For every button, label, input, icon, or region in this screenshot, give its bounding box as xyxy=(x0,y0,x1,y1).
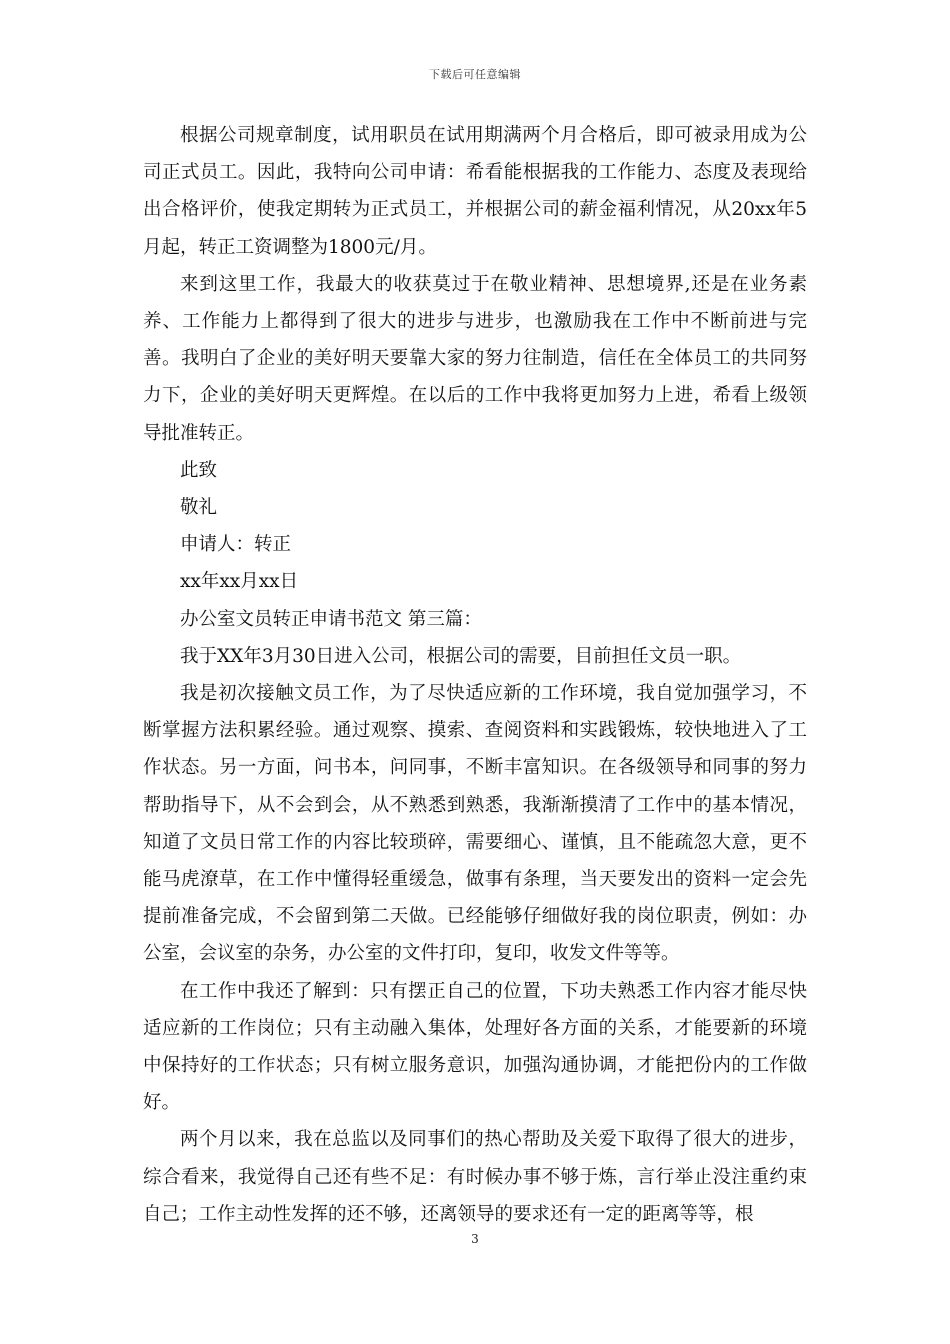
page-header: 下载后可任意编辑 xyxy=(429,68,521,81)
page-number: 3 xyxy=(471,1232,479,1246)
paragraph-joined: 我于XX年3月30日进入公司，根据公司的需要，目前担任文员一职。 xyxy=(180,645,742,667)
applicant-signature: 申请人：转正 xyxy=(180,534,292,556)
date-line: xx年xx月xx日 xyxy=(180,571,299,593)
paragraph-gains: 来到这里工作，我最大的收获莫过于在敬业精神、思想境界,还是在业务素养、工作能力上都得到了很大的进步与进步，也激励我在工作中不断前进与完善。我明白了企业的美好明天要靠大家的努力往制造，信任在全体员工的共同努力下，企业的美好明天更辉煌。在以后的工作中我将更加努力上进，希看上级领导批准转正。 xyxy=(143,273,807,444)
closing-salutation: 此致 xyxy=(180,459,218,481)
section-title: 办公室文员转正申请书范文 第三篇： xyxy=(180,608,482,630)
paragraph-understanding: 在工作中我还了解到：只有摆正自己的位置，下功夫熟悉工作内容才能尽快适应新的工作岗位；只有主动融入集体，处理好各方面的关系，才能要新的环境中保持好的工作状态；只有树立服务意识，加强沟通协调，才能把份内的工作做好。 xyxy=(143,980,807,1114)
paragraph-learning: 我是初次接触文员工作，为了尽快适应新的工作环境，我自觉加强学习，不断掌握方法积累经验。通过观察、摸索、查阅资料和实践锻炼，较快地进入了工作状态。另一方面，问书本，问同事，不断丰富知识。在各级领导和同事的努力帮助指导下，从不会到会，从不熟悉到熟悉，我渐渐摸清了工作中的基本情况，知道了文员日常工作的内容比较琐碎，需要细心、谨慎，且不能疏忽大意，更不能马虎潦草，在工作中懂得轻重缓急，做事有条理，当天要发出的资料一定会先提前准备完成，不会留到第二天做。已经能够仔细做好我的岗位职责，例如：办公室，会议室的杂务，办公室的文件打印，复印，收发文件等等。 xyxy=(143,683,807,965)
paragraph-progress: 两个月以来，我在总监以及同事们的热心帮助及关爱下取得了很大的进步，综合看来，我觉得自己还有些不足：有时候办事不够于炼，言行举止没注重约束自己；工作主动性发挥的还不够，还离领导的要求还有一定的距离等等，根 xyxy=(143,1129,807,1225)
paragraph-regulation: 根据公司规章制度，试用职员在试用期满两个月合格后，即可被录用成为公司正式员工。因此，我特向公司申请：希看能根据我的工作能力、态度及表现给出合格评价，使我定期转为正式员工，并根据公司的薪金福利情况，从20xx年5月起，转正工资调整为1800元/月。 xyxy=(143,125,807,258)
document-body xyxy=(143,117,807,1233)
closing-regards: 敬礼 xyxy=(180,497,218,519)
